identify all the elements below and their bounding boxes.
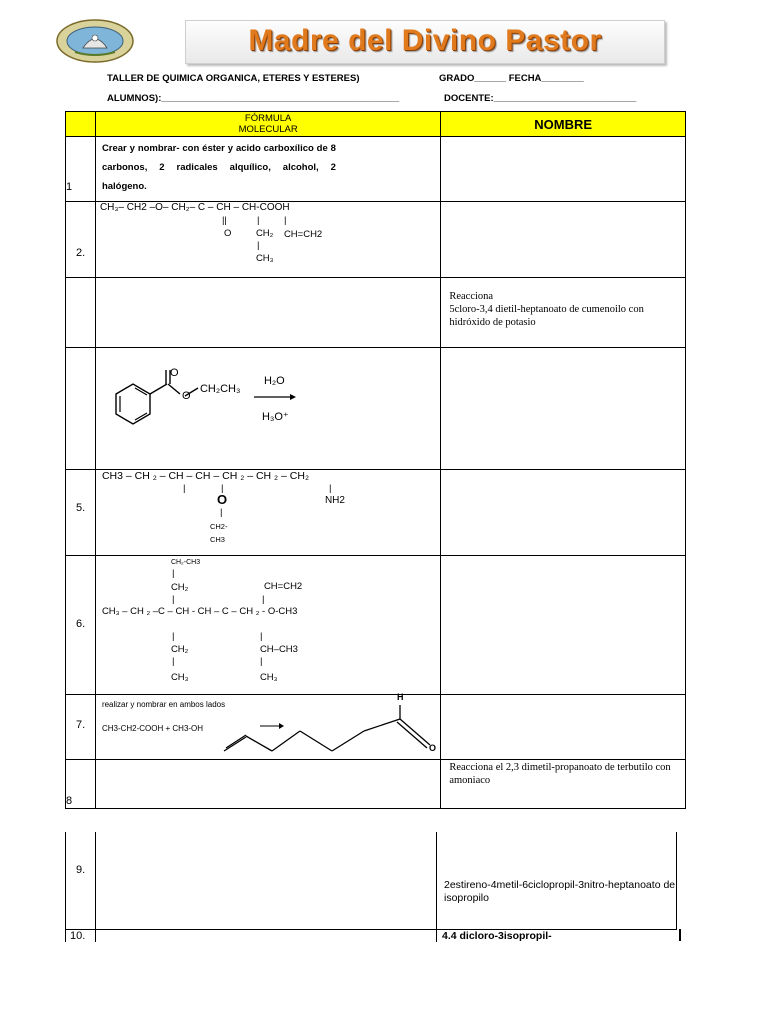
ethyl-label: CH₂CH₃ — [199, 383, 241, 395]
row-number: 5. — [76, 502, 86, 514]
aldehyde-skeleton — [96, 695, 442, 760]
ether-o: O — [216, 492, 228, 507]
ethyl-top: CH₂-CH3 — [170, 559, 201, 566]
table-header-row — [66, 112, 686, 137]
answer-cell[interactable] — [441, 556, 686, 695]
col-nombre-header: NOMBRE — [441, 112, 686, 137]
row-number: 8 — [66, 795, 73, 807]
formula-main-chain: CH₃– CH2 –O– CH₂– C – CH – CH-COOH — [99, 202, 290, 213]
col-formula-header: FÓRMULA MOLECULAR — [95, 112, 440, 137]
table-row — [66, 278, 686, 348]
row7-instruction: realizar y nombrar en ambos lados — [101, 700, 226, 709]
answer-cell[interactable] — [441, 137, 686, 202]
branch-vinyl: CH=CH2 — [283, 229, 323, 240]
teacher-line: DOCENTE:___________________________ — [444, 93, 637, 104]
answer-cell[interactable] — [441, 470, 686, 556]
ethoxy-ch2: CH2- — [209, 522, 228, 531]
row-number: 1 — [66, 181, 73, 193]
table-row — [66, 348, 686, 470]
table-row — [66, 760, 686, 809]
row-number: 7. — [76, 719, 86, 731]
benzoate-structure — [96, 348, 442, 470]
row1-instruction: Crear y nombrar- con éster y acido carboxílico de 8 carbonos, 2 radicales alquílico, alcohol, 2 halógeno. — [101, 143, 336, 192]
table-row: 2. CH₃– CH2 –O– CH₂– C – CH – CH-COOH || | | O CH₂ CH=CH2 | CH₃ — [66, 202, 686, 278]
branch-ch3-right: CH₃ — [259, 672, 278, 683]
branch-vinyl: CH=CH2 — [263, 581, 303, 592]
carbonyl-o: O — [223, 228, 232, 239]
table-row — [66, 695, 686, 760]
school-seal — [55, 18, 135, 64]
answer-cell[interactable] — [441, 278, 686, 348]
grade-date-line: GRADO______ FECHA________ — [439, 73, 584, 84]
formula-main-chain: CH₃ – CH ₂ –C – CH - CH – C – CH ₂ - O-CH3 — [101, 606, 298, 617]
answer-cell[interactable] — [441, 202, 686, 278]
school-banner — [185, 20, 665, 64]
students-line: ALUMNOS):_____________________________________________ — [107, 93, 400, 104]
ethoxy-ch3: CH3 — [209, 535, 225, 544]
row-number: 10. — [70, 930, 86, 942]
formula-main-chain: CH3 – CH ₂ – CH – CH – CH ₂ – CH ₂ – CH₂ — [101, 470, 310, 482]
reagent-water: H₂O — [263, 375, 285, 387]
carbonyl-o-label: O — [169, 367, 179, 379]
answer-cell[interactable] — [441, 348, 686, 470]
answer-cell[interactable] — [441, 695, 686, 760]
aldehyde-h: H — [396, 692, 404, 702]
table-row: 5. CH3 – CH ₂ – CH – CH – CH ₂ – CH ₂ – CH₂ | | | O NH2 | CH2- CH3 — [66, 470, 686, 556]
row-number: 9. — [76, 864, 86, 876]
row8-task: Reacciona el 2,3 dimetil-propanoato de terbutilo con amoniaco — [449, 762, 671, 786]
branch-ch2-upper: CH₂ — [170, 582, 189, 593]
workshop-title: TALLER DE QUIMICA ORGANICA, ETERES Y ESTERES) — [107, 73, 360, 84]
branch-ch3-left: CH₃ — [170, 672, 189, 683]
row-number: 6. — [76, 618, 86, 630]
branch-ch2-lower: CH₂ — [170, 644, 189, 655]
school-name: Madre del Divino Pastor — [248, 24, 602, 57]
row3-task: Reacciona 5cloro-3,4 dietil-heptanoato de cumenoilo con hidróxido de potasio — [449, 291, 644, 328]
row10-task: 4.4 dicloro-3isopropil- — [442, 930, 552, 942]
reagent-hydronium: H₃O⁺ — [261, 411, 289, 423]
amine-group: NH2 — [324, 495, 345, 506]
branch-isopropyl: CH–CH3 — [259, 644, 298, 655]
ester-o-label: O — [181, 390, 191, 402]
answer-cell[interactable] — [441, 760, 686, 809]
row9-task: 2estireno-4metil-6ciclopropil-3nitro-heptanoato de isopropilo — [444, 879, 676, 904]
exercise-table — [65, 111, 686, 809]
row7-equation: CH3-CH2-COOH + CH3-OH — [101, 724, 204, 733]
branch-ch3: CH₃ — [255, 253, 274, 264]
table-row — [66, 137, 686, 202]
row-number: 2. — [76, 247, 86, 259]
aldehyde-o: O — [428, 743, 436, 753]
branch-ch2: CH₂ — [255, 228, 274, 239]
table-row: 6. CH₂-CH3 | CH₂ CH=CH2 | | CH₃ – CH ₂ –C – CH - CH – C – CH ₂ - O-CH3 | | CH₂ CH–CH3 | | CH₃ CH₃ — [66, 556, 686, 695]
